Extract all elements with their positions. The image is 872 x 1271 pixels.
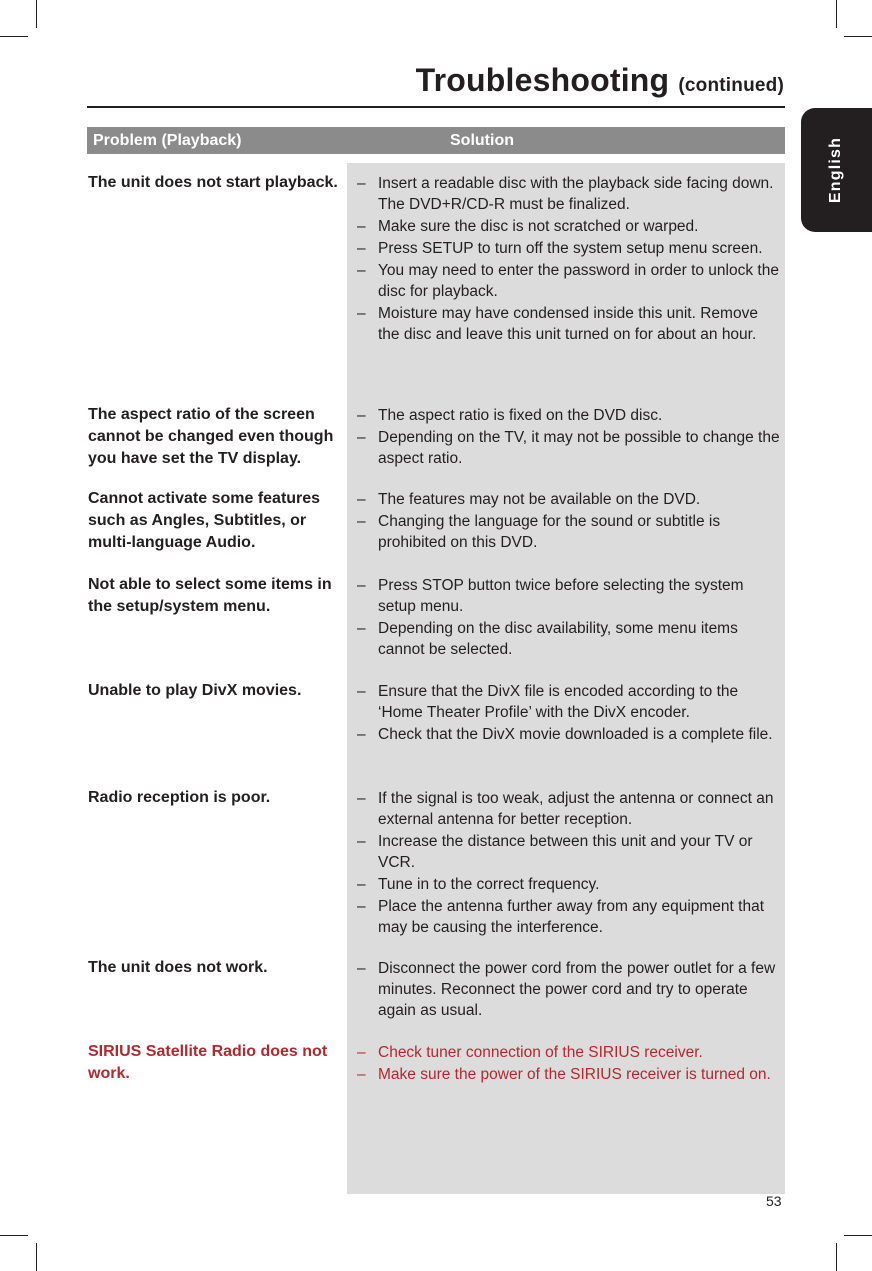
dash-mark: –: [357, 305, 366, 322]
solution-text: Depending on the disc availability, some menu items cannot be selected.: [378, 620, 738, 658]
solution-column-header: Solution: [450, 132, 514, 149]
solution-item: [357, 724, 783, 745]
solution-list: [357, 958, 783, 1022]
crop-mark: [36, 0, 37, 28]
dash-mark: –: [357, 1044, 366, 1061]
solution-item: [357, 575, 783, 617]
page-number: 53: [766, 1193, 782, 1209]
solution-text: Tune in to the correct frequency.: [378, 876, 600, 893]
solution-item: [357, 405, 783, 426]
solution-text: Moisture may have condensed inside this unit. Remove the disc and leave this unit turned on for about an hour.: [378, 305, 758, 343]
dash-mark: –: [357, 620, 366, 637]
solution-item: [357, 427, 783, 469]
dash-mark: –: [357, 1066, 366, 1083]
dash-mark: –: [357, 429, 366, 446]
solution-list: [357, 173, 783, 346]
problem-text: The unit does not work.: [88, 959, 268, 976]
language-tab: [801, 108, 872, 232]
solution-text: Changing the language for the sound or subtitle is prohibited on this DVD.: [378, 513, 721, 551]
solution-text: Disconnect the power cord from the power outlet for a few minutes. Reconnect the power cord and try to operate again as usual.: [378, 960, 776, 1019]
solution-item: [357, 489, 783, 510]
problem-column-header: Problem (Playback): [93, 132, 242, 149]
solution-item: [357, 260, 783, 302]
crop-mark: [0, 36, 28, 37]
dash-mark: –: [357, 262, 366, 279]
table-header: [87, 127, 785, 154]
solution-item: [357, 1042, 783, 1063]
dash-mark: –: [357, 726, 366, 743]
solution-text: Insert a readable disc with the playback side facing down. The DVD+R/CD-R must be finalized.: [378, 175, 774, 213]
crop-mark: [0, 1235, 28, 1236]
solution-text: Check that the DivX movie downloaded is a complete file.: [378, 726, 773, 743]
problem-text: The unit does not start playback.: [88, 174, 338, 191]
solution-list: [357, 788, 783, 939]
dash-mark: –: [357, 491, 366, 508]
solution-item: [357, 303, 783, 345]
solution-list: [357, 405, 783, 470]
page-title: Troubleshooting (continued): [415, 62, 784, 98]
solution-text: Place the antenna further away from any equipment that may be causing the interference.: [378, 898, 765, 936]
dash-mark: –: [357, 683, 366, 700]
solution-text: The aspect ratio is fixed on the DVD disc.: [378, 407, 663, 424]
problem-text: Cannot activate some features such as Angles, Subtitles, or multi-language Audio.: [88, 490, 321, 551]
crop-mark: [836, 0, 837, 28]
dash-mark: –: [357, 960, 366, 977]
solution-text: If the signal is too weak, adjust the antenna or connect an external antenna for better reception.: [378, 790, 774, 828]
problem-text: Unable to play DivX movies.: [88, 682, 302, 699]
solution-text: Depending on the TV, it may not be possible to change the aspect ratio.: [378, 429, 780, 467]
dash-mark: –: [357, 218, 366, 235]
crop-mark: [844, 1235, 872, 1236]
solution-text: You may need to enter the password in order to unlock the disc for playback.: [378, 262, 779, 300]
dash-mark: –: [357, 790, 366, 807]
dash-mark: –: [357, 513, 366, 530]
crop-mark: [844, 36, 872, 37]
dash-mark: –: [357, 833, 366, 850]
page-title-suffix: (continued): [678, 75, 784, 96]
solution-item: [357, 1064, 783, 1085]
crop-mark: [836, 1243, 837, 1271]
language-tab-label: English: [827, 136, 844, 204]
problem-text: Radio reception is poor.: [88, 789, 271, 806]
solution-item: [357, 788, 783, 830]
solution-item: [357, 958, 783, 1021]
solution-text: Make sure the disc is not scratched or warped.: [378, 218, 699, 235]
solution-item: [357, 681, 783, 723]
solution-text: Ensure that the DivX file is encoded according to the ‘Home Theater Profile’ with the DivX encoder.: [378, 683, 739, 721]
title-rule: [87, 106, 785, 108]
solution-text: Press STOP button twice before selecting the system setup menu.: [378, 577, 744, 615]
crop-mark: [36, 1243, 37, 1271]
problem-text: The aspect ratio of the screen cannot be changed even though you have set the TV display.: [88, 406, 334, 467]
dash-mark: –: [357, 898, 366, 915]
solution-item: [357, 216, 783, 237]
solution-item: [357, 173, 783, 215]
dash-mark: –: [357, 240, 366, 257]
solution-item: [357, 831, 783, 873]
dash-mark: –: [357, 407, 366, 424]
solution-item: [357, 511, 783, 553]
solution-list: [357, 489, 783, 554]
solution-item: [357, 618, 783, 660]
dash-mark: –: [357, 577, 366, 594]
dash-mark: –: [357, 175, 366, 192]
solution-text: Press SETUP to turn off the system setup menu screen.: [378, 240, 763, 257]
problem-text: SIRIUS Satellite Radio does not work.: [88, 1043, 328, 1082]
dash-mark: –: [357, 876, 366, 893]
solution-text: Increase the distance between this unit and your TV or VCR.: [378, 833, 753, 871]
solution-item: [357, 896, 783, 938]
solution-item: [357, 238, 783, 259]
solution-item: [357, 874, 783, 895]
solution-list: [357, 681, 783, 746]
solution-text: Make sure the power of the SIRIUS receiver is turned on.: [378, 1066, 771, 1083]
solution-text: The features may not be available on the DVD.: [378, 491, 701, 508]
problem-text: Not able to select some items in the setup/system menu.: [88, 576, 332, 615]
solution-list: [357, 575, 783, 661]
solution-text: Check tuner connection of the SIRIUS receiver.: [378, 1044, 703, 1061]
solution-list: [357, 1042, 783, 1086]
